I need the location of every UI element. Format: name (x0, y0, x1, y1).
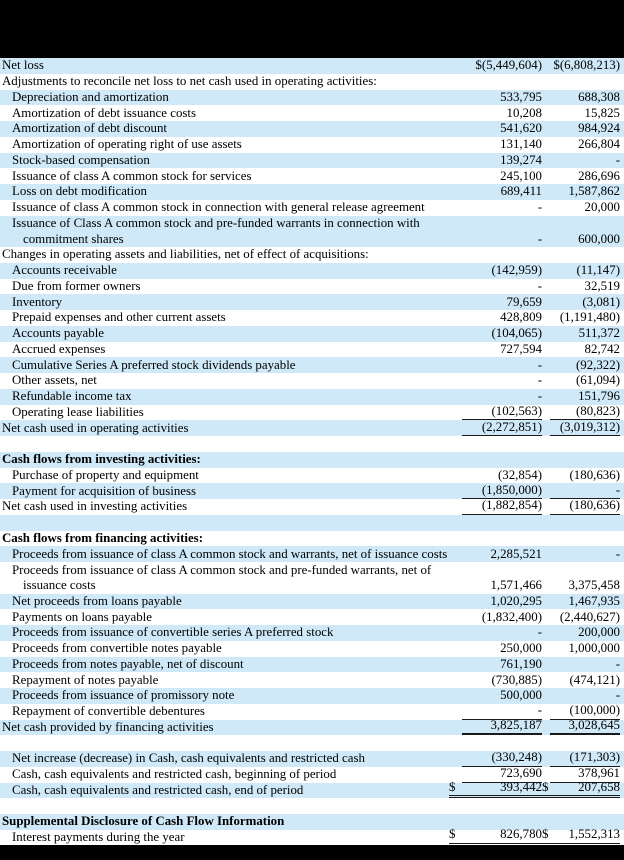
value-col-1: 245,100 (500, 168, 542, 183)
value-col-2: 32,519 (584, 278, 620, 293)
table-row (0, 827, 624, 846)
value-col-2 (542, 780, 620, 798)
row-label: Net cash used in investing activities (2, 499, 188, 514)
currency-symbol: $ (542, 827, 549, 842)
value-col-1: (330,248) (449, 750, 542, 766)
table-row (0, 751, 624, 767)
row-label: Net loss (2, 58, 44, 73)
row-label: Loss on debt modification (12, 184, 147, 199)
currency-symbol: $ (449, 779, 456, 794)
value-col-2: 200,000 (578, 625, 620, 640)
row-label: Adjustments to reconcile net loss to net cash used in operating activities: (2, 74, 377, 89)
table-row (0, 499, 624, 515)
table-row (0, 468, 624, 484)
row-label: Amortization of debt issuance costs (12, 105, 197, 120)
row-label: Depreciation and amortization (12, 89, 169, 104)
value-col-1: (1,882,854) (449, 498, 542, 514)
table-row (0, 717, 624, 736)
table-row (0, 452, 624, 468)
table-row (0, 168, 624, 184)
table-row (0, 342, 624, 358)
value-col-2: 1,467,935 (568, 593, 620, 608)
row-label: Prepaid expenses and other current assets (12, 310, 226, 325)
table-row (0, 672, 624, 688)
row-label: Net cash provided by financing activities (2, 719, 214, 734)
table-row (0, 641, 624, 657)
row-label: Inventory (12, 294, 63, 309)
row-label-line2: issuance costs (23, 578, 96, 593)
row-label: Payment for acquisition of business (12, 483, 197, 498)
value-col-2 (542, 736, 620, 751)
table-row (0, 121, 624, 137)
row-label: Net increase (decrease) in Cash, cash equivalents and restricted cash (12, 751, 365, 766)
value-col-1: (102,563) (449, 404, 542, 420)
value-col-2: (474,121) (569, 672, 620, 687)
table-row (0, 405, 624, 421)
value-col-1: - (537, 373, 542, 388)
table-row (0, 373, 624, 389)
value-col-2: 266,804 (578, 137, 620, 152)
value-col-1: 533,795 (500, 89, 542, 104)
value-col-1 (449, 436, 542, 451)
table-row (0, 688, 624, 704)
value-col-2 (542, 515, 620, 530)
value-col-1: (1,850,000) (449, 483, 542, 499)
amount: 826,780 (500, 827, 542, 842)
value-col-1: (104,065) (491, 326, 542, 341)
value-col-2: (92,322) (575, 357, 620, 372)
table-row (0, 58, 624, 74)
row-label: Proceeds from issuance of class A common stock and pre-funded warrants, net of issuance costs (0, 563, 449, 594)
value-col-1 (449, 531, 542, 546)
value-col-2: 511,372 (578, 326, 620, 341)
value-col-2: - (615, 656, 620, 671)
row-label: Cash, cash equivalents and restricted cash, end of period (12, 782, 304, 797)
value-col-2: 600,000 (578, 231, 620, 246)
value-col-1: 428,809 (500, 310, 542, 325)
table-row (0, 562, 624, 594)
value-col-1: (1,832,400) (481, 609, 542, 624)
value-col-2 (542, 247, 620, 262)
value-col-2: (1,191,480) (559, 310, 620, 325)
row-label: Issuance of Class A common stock and pre-funded warrants in connection with commitment shares (0, 216, 449, 247)
value-col-1 (449, 74, 542, 89)
row-label: Proceeds from notes payable, net of discount (12, 656, 244, 671)
value-col-2: 378,961 (542, 766, 620, 782)
table-row (0, 531, 624, 547)
value-col-1 (449, 736, 542, 751)
value-col-2: (3,081) (582, 294, 620, 309)
row-label: Refundable income tax (12, 389, 132, 404)
value-col-2 (542, 531, 620, 546)
row-label: Due from former owners (12, 278, 141, 293)
row-label: Repayment of notes payable (12, 672, 159, 687)
value-col-2: 3,375,458 (568, 578, 620, 593)
value-col-1: $(5,449,604) (475, 58, 542, 73)
table-row (0, 310, 624, 326)
row-label: Repayment of convertible debentures (12, 704, 205, 719)
value-col-1: 761,190 (500, 656, 542, 671)
table-row (0, 279, 624, 295)
row-label: Proceeds from issuance of class A common stock and warrants, net of issuance costs (12, 546, 448, 561)
value-col-2: - (542, 483, 620, 499)
value-col-2: - (615, 546, 620, 561)
row-label: Proceeds from issuance of promissory note (12, 688, 235, 703)
row-label: Issuance of class A common stock in connection with general release agreement (12, 200, 425, 215)
table-row (0, 609, 624, 625)
value-col-2: (180,636) (569, 467, 620, 482)
table-row (0, 247, 624, 263)
value-col-1: - (537, 625, 542, 640)
row-label-line2: commitment shares (23, 231, 124, 246)
table-row (0, 515, 624, 531)
table-row (0, 263, 624, 279)
value-col-2: (11,147) (576, 263, 620, 278)
row-label: Proceeds from convertible notes payable (12, 641, 222, 656)
value-col-1: - (537, 389, 542, 404)
value-col-2: (180,636) (542, 498, 620, 514)
row-label: Cumulative Series A preferred stock dividends payable (12, 357, 296, 372)
value-col-1: - (537, 357, 542, 372)
amount: 1,552,313 (568, 827, 620, 842)
row-label: Purchase of property and equipment (12, 467, 199, 482)
value-col-1: - (537, 231, 542, 246)
value-col-1: - (449, 703, 542, 719)
table-row (0, 436, 624, 452)
table-row (0, 389, 624, 405)
table-row (0, 184, 624, 200)
row-label: Changes in operating assets and liabilities, net of effect of acquisitions: (2, 247, 369, 262)
value-col-2: 15,825 (584, 105, 620, 120)
value-col-1: 10,208 (506, 105, 542, 120)
currency-symbol: $ (542, 779, 549, 794)
currency-symbol: $ (449, 827, 456, 842)
value-col-2: 688,308 (578, 89, 620, 104)
value-col-2: (100,000) (542, 703, 620, 719)
table-row (0, 326, 624, 342)
value-col-1 (449, 515, 542, 530)
value-col-2: - (615, 688, 620, 703)
value-col-1: - (537, 200, 542, 215)
value-col-1: 1,020,295 (490, 593, 542, 608)
value-col-1: 1,571,466 (490, 578, 542, 593)
table-row (0, 657, 624, 673)
value-col-2 (542, 827, 620, 845)
table-row (0, 90, 624, 106)
value-col-2: 20,000 (584, 200, 620, 215)
table-row (0, 420, 624, 436)
row-label: Amortization of operating right of use assets (12, 137, 242, 152)
value-col-1: 541,620 (500, 121, 542, 136)
row-label: Operating lease liabilities (12, 404, 144, 419)
row-label: Payments on loans payable (12, 609, 152, 624)
row-label: Cash flows from financing activities: (2, 530, 203, 545)
value-col-1: 3,825,187 (449, 718, 542, 735)
value-col-1 (449, 827, 542, 845)
value-col-2: 286,696 (578, 168, 620, 183)
value-col-1: 131,140 (500, 137, 542, 152)
value-col-2: 151,796 (578, 389, 620, 404)
table-row (0, 625, 624, 641)
row-label: Cash, cash equivalents and restricted cash, beginning of period (12, 767, 337, 782)
value-col-1 (449, 452, 542, 467)
value-col-1 (449, 799, 542, 814)
value-col-2: (80,823) (542, 404, 620, 420)
value-col-2 (542, 436, 620, 451)
value-col-1: 689,411 (500, 184, 542, 199)
row-label: Proceeds from issuance of convertible series A preferred stock (12, 625, 334, 640)
value-col-2: 1,587,862 (568, 184, 620, 199)
cash-flow-table (0, 58, 624, 846)
table-row (0, 294, 624, 310)
table-row (0, 779, 624, 799)
row-label: Cash flows from investing activities: (2, 452, 201, 467)
row-label: Accounts receivable (12, 263, 117, 278)
table-row (0, 216, 624, 248)
value-col-1: 723,690 (449, 766, 542, 782)
table-row (0, 74, 624, 90)
value-col-1: (32,854) (497, 467, 542, 482)
value-col-1: 139,274 (500, 152, 542, 167)
value-col-1: - (537, 278, 542, 293)
table-row (0, 735, 624, 751)
value-col-1 (449, 247, 542, 262)
value-col-1: 250,000 (500, 641, 542, 656)
row-label: Other assets, net (12, 373, 97, 388)
table-row (0, 153, 624, 169)
amount: 207,658 (578, 779, 620, 794)
table-row (0, 594, 624, 610)
value-col-1: 500,000 (500, 688, 542, 703)
value-col-2: (2,440,627) (559, 609, 620, 624)
value-col-2 (542, 74, 620, 89)
row-label: Net proceeds from loans payable (12, 593, 182, 608)
bottom-black-bar (0, 845, 624, 860)
row-label: Interest payments during the year (12, 830, 185, 845)
row-label: Accounts payable (12, 326, 104, 341)
table-row (0, 546, 624, 562)
value-col-2: (3,019,312) (542, 420, 620, 436)
row-label: Supplemental Disclosure of Cash Flow Information (2, 814, 285, 829)
value-col-2: (171,303) (542, 750, 620, 766)
row-label: Net cash used in operating activities (2, 420, 189, 435)
table-row (0, 798, 624, 814)
table-row (0, 137, 624, 153)
value-col-2: 82,742 (584, 341, 620, 356)
value-col-1: 2,285,521 (490, 546, 542, 561)
value-col-1: (730,885) (491, 672, 542, 687)
value-col-2: - (615, 152, 620, 167)
value-col-2: (61,094) (575, 373, 620, 388)
value-col-2 (542, 799, 620, 814)
value-col-2: 984,924 (578, 121, 620, 136)
value-col-1: 79,659 (506, 294, 542, 309)
row-label: Amortization of debt discount (12, 121, 168, 136)
value-col-1: (142,959) (491, 263, 542, 278)
amount: 393,442 (500, 779, 542, 794)
table-row (0, 105, 624, 121)
value-col-2: 3,028,645 (542, 718, 620, 735)
value-col-1: (2,272,851) (449, 420, 542, 436)
top-black-bar (0, 0, 624, 58)
row-label: Stock-based compensation (12, 152, 150, 167)
row-label: Issuance of class A common stock for services (12, 168, 252, 183)
value-col-2: $(6,808,213) (553, 58, 620, 73)
value-col-1: 727,594 (500, 341, 542, 356)
table-row (0, 200, 624, 216)
value-col-2 (542, 452, 620, 467)
value-col-1 (449, 780, 542, 798)
table-row (0, 483, 624, 499)
row-label: Accrued expenses (12, 341, 106, 356)
value-col-2: 1,000,000 (568, 641, 620, 656)
table-row (0, 357, 624, 373)
